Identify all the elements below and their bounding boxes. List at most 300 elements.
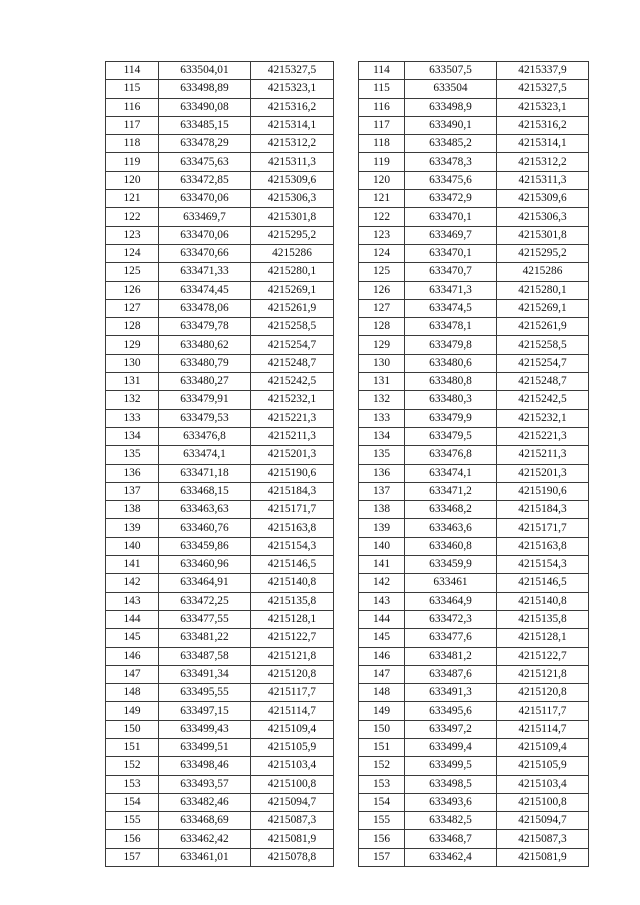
table-row [106, 537, 334, 555]
table-row [106, 684, 334, 702]
y-coordinate-cell: 4215190,6 [497, 482, 589, 500]
y-coordinate-cell: 4215109,4 [497, 738, 589, 756]
y-coordinate-cell: 4215269,1 [497, 299, 589, 317]
y-coordinate-cell: 4215311,3 [497, 171, 589, 189]
y-coordinate-cell: 4215117,7 [497, 702, 589, 720]
x-coordinate-cell: 633480,6 [405, 354, 497, 372]
x-coordinate-cell: 633461,01 [159, 848, 251, 866]
table-row [106, 793, 334, 811]
y-coordinate-cell: 4215301,8 [497, 226, 589, 244]
y-coordinate-cell: 4215114,7 [251, 702, 334, 720]
x-coordinate-cell: 633479,8 [405, 336, 497, 354]
table-row [106, 135, 334, 153]
point-number-cell: 124 [359, 244, 405, 262]
y-coordinate-cell: 4215154,3 [497, 556, 589, 574]
table-row [106, 80, 334, 98]
point-number-cell: 156 [359, 830, 405, 848]
table-row [106, 299, 334, 317]
x-coordinate-cell: 633471,33 [159, 263, 251, 281]
table-row [106, 610, 334, 628]
point-number-cell: 144 [106, 610, 159, 628]
y-coordinate-cell: 4215120,8 [251, 665, 334, 683]
point-number-cell: 153 [359, 775, 405, 793]
table-row [359, 171, 589, 189]
table-row [106, 226, 334, 244]
point-number-cell: 122 [106, 208, 159, 226]
x-coordinate-cell: 633464,91 [159, 574, 251, 592]
table-row [359, 757, 589, 775]
y-coordinate-cell: 4215254,7 [497, 354, 589, 372]
y-coordinate-cell: 4215221,3 [497, 427, 589, 445]
x-coordinate-cell: 633480,3 [405, 391, 497, 409]
x-coordinate-cell: 633479,78 [159, 318, 251, 336]
x-coordinate-cell: 633470,7 [405, 263, 497, 281]
x-coordinate-cell: 633482,5 [405, 812, 497, 830]
table-row [359, 244, 589, 262]
y-coordinate-cell: 4215201,3 [497, 464, 589, 482]
table-row [106, 464, 334, 482]
table-row [359, 848, 589, 866]
table-row [106, 848, 334, 866]
point-number-cell: 142 [359, 574, 405, 592]
point-number-cell: 120 [359, 171, 405, 189]
point-number-cell: 143 [359, 592, 405, 610]
y-coordinate-cell: 4215242,5 [251, 373, 334, 391]
y-coordinate-cell: 4215248,7 [497, 373, 589, 391]
point-number-cell: 135 [359, 446, 405, 464]
table-row [106, 446, 334, 464]
point-number-cell: 141 [359, 556, 405, 574]
x-coordinate-cell: 633480,62 [159, 336, 251, 354]
point-number-cell: 147 [106, 665, 159, 683]
x-coordinate-cell: 633474,1 [159, 446, 251, 464]
left-table-body [106, 62, 334, 867]
y-coordinate-cell: 4215146,5 [497, 574, 589, 592]
table-row [106, 720, 334, 738]
point-number-cell: 153 [106, 775, 159, 793]
y-coordinate-cell: 4215120,8 [497, 684, 589, 702]
point-number-cell: 118 [106, 135, 159, 153]
y-coordinate-cell: 4215171,7 [497, 519, 589, 537]
x-coordinate-cell: 633476,8 [159, 427, 251, 445]
x-coordinate-cell: 633478,29 [159, 135, 251, 153]
x-coordinate-cell: 633507,5 [405, 62, 497, 80]
table-row [359, 80, 589, 98]
y-coordinate-cell: 4215140,8 [497, 592, 589, 610]
x-coordinate-cell: 633462,42 [159, 830, 251, 848]
x-coordinate-cell: 633497,15 [159, 702, 251, 720]
table-row [359, 190, 589, 208]
table-row [106, 171, 334, 189]
x-coordinate-cell: 633468,2 [405, 501, 497, 519]
table-row [359, 830, 589, 848]
point-number-cell: 114 [106, 62, 159, 80]
table-row [106, 116, 334, 134]
x-coordinate-cell: 633460,8 [405, 537, 497, 555]
point-number-cell: 145 [359, 629, 405, 647]
table-row [359, 793, 589, 811]
y-coordinate-cell: 4215105,9 [251, 738, 334, 756]
table-row [359, 775, 589, 793]
point-number-cell: 155 [359, 812, 405, 830]
point-number-cell: 146 [359, 647, 405, 665]
table-row [359, 409, 589, 427]
y-coordinate-cell: 4215323,1 [497, 98, 589, 116]
y-coordinate-cell: 4215211,3 [497, 446, 589, 464]
table-row [359, 592, 589, 610]
y-coordinate-cell: 4215327,5 [497, 80, 589, 98]
table-row [359, 318, 589, 336]
point-number-cell: 151 [106, 738, 159, 756]
x-coordinate-cell: 633481,22 [159, 629, 251, 647]
point-number-cell: 150 [359, 720, 405, 738]
point-number-cell: 143 [106, 592, 159, 610]
x-coordinate-cell: 633499,51 [159, 738, 251, 756]
table-row [106, 391, 334, 409]
y-coordinate-cell: 4215122,7 [497, 647, 589, 665]
table-row [359, 135, 589, 153]
x-coordinate-cell: 633475,63 [159, 153, 251, 171]
y-coordinate-cell: 4215269,1 [251, 281, 334, 299]
point-number-cell: 133 [359, 409, 405, 427]
point-number-cell: 155 [106, 812, 159, 830]
point-number-cell: 137 [359, 482, 405, 500]
x-coordinate-cell: 633469,7 [405, 226, 497, 244]
x-coordinate-cell: 633479,91 [159, 391, 251, 409]
point-number-cell: 123 [359, 226, 405, 244]
table-row [106, 665, 334, 683]
y-coordinate-cell: 4215221,3 [251, 409, 334, 427]
table-row [359, 537, 589, 555]
point-number-cell: 140 [359, 537, 405, 555]
point-number-cell: 137 [106, 482, 159, 500]
x-coordinate-cell: 633469,7 [159, 208, 251, 226]
point-number-cell: 147 [359, 665, 405, 683]
point-number-cell: 134 [106, 427, 159, 445]
x-coordinate-cell: 633504 [405, 80, 497, 98]
point-number-cell: 139 [359, 519, 405, 537]
y-coordinate-cell: 4215122,7 [251, 629, 334, 647]
x-coordinate-cell: 633485,2 [405, 135, 497, 153]
x-coordinate-cell: 633460,76 [159, 519, 251, 537]
x-coordinate-cell: 633504,01 [159, 62, 251, 80]
table-row [359, 208, 589, 226]
table-row [106, 354, 334, 372]
table-row [359, 299, 589, 317]
point-number-cell: 117 [106, 116, 159, 134]
y-coordinate-cell: 4215295,2 [251, 226, 334, 244]
point-number-cell: 123 [106, 226, 159, 244]
table-row [106, 409, 334, 427]
y-coordinate-cell: 4215254,7 [251, 336, 334, 354]
table-row [359, 98, 589, 116]
table-row [106, 556, 334, 574]
x-coordinate-cell: 633461 [405, 574, 497, 592]
y-coordinate-cell: 4215242,5 [497, 391, 589, 409]
x-coordinate-cell: 633470,1 [405, 208, 497, 226]
y-coordinate-cell: 4215163,8 [497, 537, 589, 555]
x-coordinate-cell: 633477,6 [405, 629, 497, 647]
x-coordinate-cell: 633459,9 [405, 556, 497, 574]
table-row [106, 336, 334, 354]
point-number-cell: 120 [106, 171, 159, 189]
y-coordinate-cell: 4215121,8 [497, 665, 589, 683]
x-coordinate-cell: 633499,43 [159, 720, 251, 738]
x-coordinate-cell: 633499,5 [405, 757, 497, 775]
x-coordinate-cell: 633463,6 [405, 519, 497, 537]
table-row [359, 556, 589, 574]
point-number-cell: 124 [106, 244, 159, 262]
table-row [359, 226, 589, 244]
y-coordinate-cell: 4215312,2 [251, 135, 334, 153]
x-coordinate-cell: 633471,18 [159, 464, 251, 482]
point-number-cell: 119 [106, 153, 159, 171]
table-row [106, 208, 334, 226]
y-coordinate-cell: 4215295,2 [497, 244, 589, 262]
y-coordinate-cell: 4215103,4 [251, 757, 334, 775]
point-number-cell: 126 [106, 281, 159, 299]
x-coordinate-cell: 633491,3 [405, 684, 497, 702]
x-coordinate-cell: 633472,25 [159, 592, 251, 610]
y-coordinate-cell: 4215316,2 [251, 98, 334, 116]
point-number-cell: 149 [106, 702, 159, 720]
y-coordinate-cell: 4215201,3 [251, 446, 334, 464]
x-coordinate-cell: 633468,7 [405, 830, 497, 848]
table-row [359, 354, 589, 372]
x-coordinate-cell: 633459,86 [159, 537, 251, 555]
x-coordinate-cell: 633470,06 [159, 190, 251, 208]
x-coordinate-cell: 633468,15 [159, 482, 251, 500]
x-coordinate-cell: 633485,15 [159, 116, 251, 134]
table-row [106, 574, 334, 592]
x-coordinate-cell: 633490,08 [159, 98, 251, 116]
point-number-cell: 127 [106, 299, 159, 317]
table-row [359, 373, 589, 391]
y-coordinate-cell: 4215094,7 [251, 793, 334, 811]
x-coordinate-cell: 633482,46 [159, 793, 251, 811]
point-number-cell: 130 [106, 354, 159, 372]
right-coordinates-table [358, 61, 589, 867]
table-row [106, 373, 334, 391]
y-coordinate-cell: 4215140,8 [251, 574, 334, 592]
y-coordinate-cell: 4215135,8 [497, 610, 589, 628]
point-number-cell: 127 [359, 299, 405, 317]
table-row [359, 519, 589, 537]
y-coordinate-cell: 4215163,8 [251, 519, 334, 537]
x-coordinate-cell: 633470,06 [159, 226, 251, 244]
table-row [106, 775, 334, 793]
x-coordinate-cell: 633498,46 [159, 757, 251, 775]
x-coordinate-cell: 633470,1 [405, 244, 497, 262]
table-row [106, 318, 334, 336]
table-row [359, 116, 589, 134]
y-coordinate-cell: 4215311,3 [251, 153, 334, 171]
point-number-cell: 126 [359, 281, 405, 299]
y-coordinate-cell: 4215258,5 [497, 336, 589, 354]
y-coordinate-cell: 4215190,6 [251, 464, 334, 482]
point-number-cell: 142 [106, 574, 159, 592]
table-row [359, 610, 589, 628]
y-coordinate-cell: 4215103,4 [497, 775, 589, 793]
point-number-cell: 125 [359, 263, 405, 281]
y-coordinate-cell: 4215261,9 [251, 299, 334, 317]
table-row [359, 482, 589, 500]
left-coordinates-table [105, 61, 334, 867]
point-number-cell: 136 [359, 464, 405, 482]
x-coordinate-cell: 633487,58 [159, 647, 251, 665]
x-coordinate-cell: 633478,3 [405, 153, 497, 171]
table-row [106, 482, 334, 500]
y-coordinate-cell: 4215094,7 [497, 812, 589, 830]
y-coordinate-cell: 4215232,1 [497, 409, 589, 427]
point-number-cell: 121 [106, 190, 159, 208]
point-number-cell: 138 [106, 501, 159, 519]
point-number-cell: 145 [106, 629, 159, 647]
point-number-cell: 114 [359, 62, 405, 80]
y-coordinate-cell: 4215258,5 [251, 318, 334, 336]
table-row [106, 519, 334, 537]
x-coordinate-cell: 633478,1 [405, 318, 497, 336]
point-number-cell: 148 [106, 684, 159, 702]
point-number-cell: 131 [359, 373, 405, 391]
x-coordinate-cell: 633481,2 [405, 647, 497, 665]
point-number-cell: 129 [106, 336, 159, 354]
point-number-cell: 131 [106, 373, 159, 391]
y-coordinate-cell: 4215146,5 [251, 556, 334, 574]
x-coordinate-cell: 633478,06 [159, 299, 251, 317]
point-number-cell: 141 [106, 556, 159, 574]
point-number-cell: 156 [106, 830, 159, 848]
x-coordinate-cell: 633479,53 [159, 409, 251, 427]
y-coordinate-cell: 4215280,1 [251, 263, 334, 281]
x-coordinate-cell: 633476,8 [405, 446, 497, 464]
table-row [106, 702, 334, 720]
y-coordinate-cell: 4215316,2 [497, 116, 589, 134]
point-number-cell: 119 [359, 153, 405, 171]
table-row [359, 263, 589, 281]
y-coordinate-cell: 4215261,9 [497, 318, 589, 336]
x-coordinate-cell: 633490,1 [405, 116, 497, 134]
point-number-cell: 148 [359, 684, 405, 702]
y-coordinate-cell: 4215232,1 [251, 391, 334, 409]
y-coordinate-cell: 4215184,3 [251, 482, 334, 500]
y-coordinate-cell: 4215323,1 [251, 80, 334, 98]
table-row [359, 153, 589, 171]
point-number-cell: 138 [359, 501, 405, 519]
point-number-cell: 136 [106, 464, 159, 482]
table-row [106, 501, 334, 519]
y-coordinate-cell: 4215154,3 [251, 537, 334, 555]
table-row [359, 574, 589, 592]
y-coordinate-cell: 4215314,1 [251, 116, 334, 134]
point-number-cell: 129 [359, 336, 405, 354]
y-coordinate-cell: 4215301,8 [251, 208, 334, 226]
y-coordinate-cell: 4215248,7 [251, 354, 334, 372]
y-coordinate-cell: 4215087,3 [251, 812, 334, 830]
x-coordinate-cell: 633493,6 [405, 793, 497, 811]
point-number-cell: 121 [359, 190, 405, 208]
point-number-cell: 150 [106, 720, 159, 738]
point-number-cell: 134 [359, 427, 405, 445]
table-row [106, 629, 334, 647]
table-row [106, 647, 334, 665]
table-row [106, 757, 334, 775]
table-row [359, 391, 589, 409]
point-number-cell: 122 [359, 208, 405, 226]
point-number-cell: 154 [106, 793, 159, 811]
y-coordinate-cell: 4215105,9 [497, 757, 589, 775]
table-row [359, 62, 589, 80]
x-coordinate-cell: 633487,6 [405, 665, 497, 683]
x-coordinate-cell: 633480,8 [405, 373, 497, 391]
y-coordinate-cell: 4215128,1 [497, 629, 589, 647]
y-coordinate-cell: 4215309,6 [497, 190, 589, 208]
y-coordinate-cell: 4215327,5 [251, 62, 334, 80]
table-row [359, 647, 589, 665]
table-row [359, 812, 589, 830]
table-row [359, 336, 589, 354]
table-row [106, 153, 334, 171]
table-row [106, 738, 334, 756]
y-coordinate-cell: 4215114,7 [497, 720, 589, 738]
table-row [359, 702, 589, 720]
y-coordinate-cell: 4215081,9 [251, 830, 334, 848]
x-coordinate-cell: 633479,9 [405, 409, 497, 427]
y-coordinate-cell: 4215312,2 [497, 153, 589, 171]
y-coordinate-cell: 4215184,3 [497, 501, 589, 519]
table-row [106, 98, 334, 116]
y-coordinate-cell: 4215128,1 [251, 610, 334, 628]
table-row [106, 812, 334, 830]
table-row [106, 62, 334, 80]
x-coordinate-cell: 633474,45 [159, 281, 251, 299]
y-coordinate-cell: 4215280,1 [497, 281, 589, 299]
x-coordinate-cell: 633498,9 [405, 98, 497, 116]
point-number-cell: 125 [106, 263, 159, 281]
x-coordinate-cell: 633493,57 [159, 775, 251, 793]
x-coordinate-cell: 633477,55 [159, 610, 251, 628]
x-coordinate-cell: 633474,1 [405, 464, 497, 482]
y-coordinate-cell: 4215286 [497, 263, 589, 281]
point-number-cell: 139 [106, 519, 159, 537]
right-table-body [359, 62, 589, 867]
y-coordinate-cell: 4215314,1 [497, 135, 589, 153]
point-number-cell: 133 [106, 409, 159, 427]
y-coordinate-cell: 4215109,4 [251, 720, 334, 738]
y-coordinate-cell: 4215171,7 [251, 501, 334, 519]
point-number-cell: 135 [106, 446, 159, 464]
x-coordinate-cell: 633480,79 [159, 354, 251, 372]
point-number-cell: 149 [359, 702, 405, 720]
table-row [106, 263, 334, 281]
point-number-cell: 117 [359, 116, 405, 134]
x-coordinate-cell: 633474,5 [405, 299, 497, 317]
x-coordinate-cell: 633495,55 [159, 684, 251, 702]
x-coordinate-cell: 633491,34 [159, 665, 251, 683]
table-row [359, 281, 589, 299]
x-coordinate-cell: 633472,3 [405, 610, 497, 628]
table-row [359, 501, 589, 519]
x-coordinate-cell: 633472,9 [405, 190, 497, 208]
x-coordinate-cell: 633463,63 [159, 501, 251, 519]
y-coordinate-cell: 4215100,8 [497, 793, 589, 811]
point-number-cell: 132 [106, 391, 159, 409]
y-coordinate-cell: 4215337,9 [497, 62, 589, 80]
point-number-cell: 128 [359, 318, 405, 336]
table-row [359, 446, 589, 464]
point-number-cell: 116 [106, 98, 159, 116]
y-coordinate-cell: 4215211,3 [251, 427, 334, 445]
